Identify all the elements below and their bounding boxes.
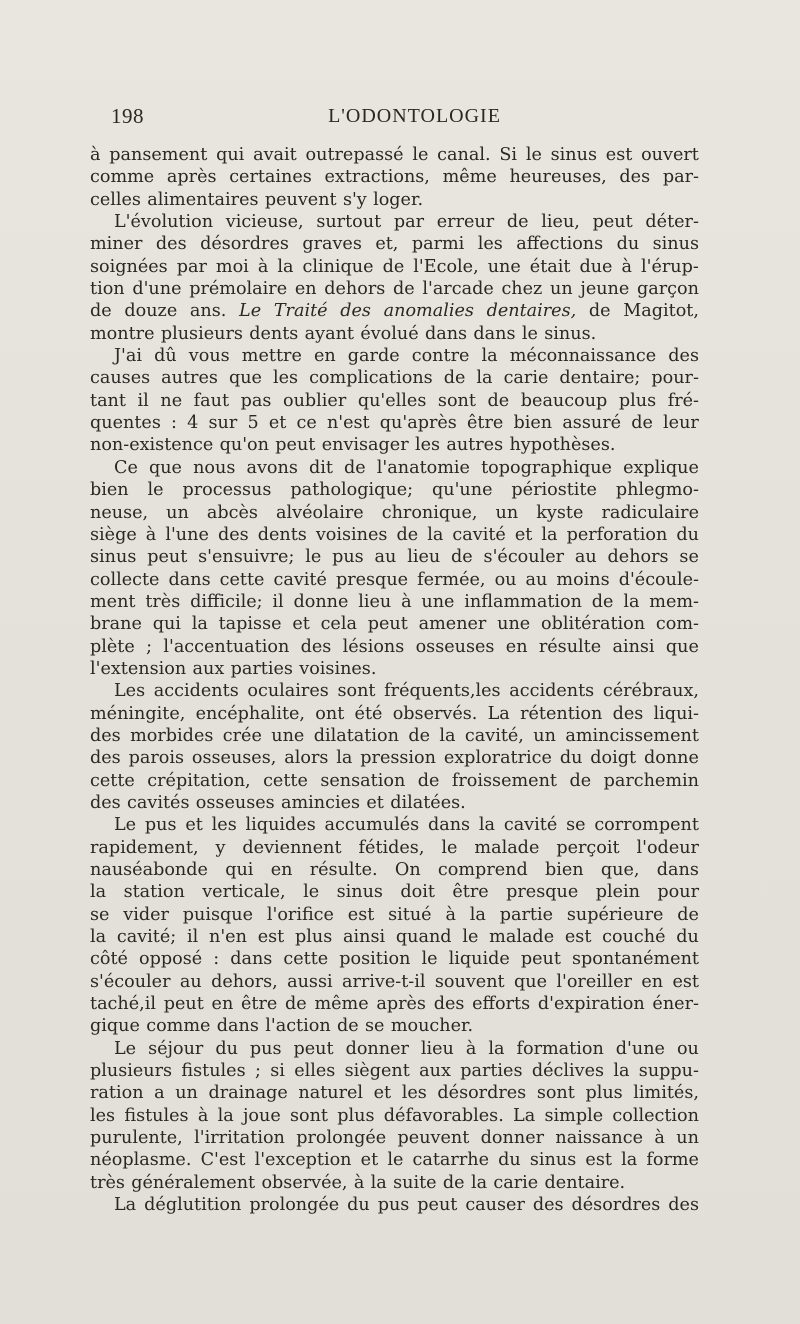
text-line: de douze ans. Le Traité des anomalies dentaires, de Magitot, <box>90 301 699 322</box>
text-line: les fistules à la joue sont plus défavorables. La simple collection <box>90 1105 699 1126</box>
text-line: Les accidents oculaires sont fréquents,les accidents cérébraux, <box>114 681 699 702</box>
text-line: l'extension aux parties voisines. <box>90 658 377 679</box>
text-line: nauséabonde qui en résulte. On comprend bien que, dans <box>90 860 699 880</box>
text-line: J'ai dû vous mettre en garde contre la méconnaissance des <box>114 346 699 367</box>
text-line: côté opposé : dans cette position le liquide peut spontanément <box>90 949 699 970</box>
text-line: neuse, un abcès alvéolaire chronique, un kyste radiculaire <box>90 502 699 523</box>
text-line: L'évolution vicieuse, surtout par erreur de lieu, peut déter- <box>114 212 699 233</box>
text-line: méningite, encéphalite, ont été observés. La rétention des liqui- <box>90 703 699 724</box>
text-line: quentes : 4 sur 5 et ce n'est qu'après être bien assuré de leur <box>90 413 699 434</box>
text-line: plète ; l'accentuation des lésions osseuses en résulte ainsi que <box>90 636 699 657</box>
text-line: Le séjour du pus peut donner lieu à la formation d'une ou <box>114 1038 699 1059</box>
text-line: montre plusieurs dents ayant évolué dans dans le sinus. <box>90 323 597 344</box>
text-line: soignées par moi à la clinique de l'Ecole, une était due à l'érup- <box>90 256 699 277</box>
text-line: tion d'une prémolaire en dehors de l'arcade chez un jeune garçon <box>90 279 699 300</box>
text-line: très généralement observée, à la suite de la carie dentaire. <box>90 1172 626 1193</box>
text-line: rapidement, y deviennent fétides, le malade perçoit l'odeur <box>90 837 699 858</box>
text-line: collecte dans cette cavité presque fermée, ou au moins d'écoule- <box>90 569 699 590</box>
text-line: la station verticale, le sinus doit être presque plein pour <box>90 882 699 903</box>
text-line: sinus peut s'ensuivre; le pus au lieu de s'écouler au dehors se <box>90 547 699 568</box>
text-line: des morbides crée une dilatation de la cavité, un amincissement <box>90 725 699 746</box>
text-line: tant il ne faut pas oublier qu'elles sont de beaucoup plus fré- <box>90 390 699 411</box>
text-line: des parois osseuses, alors la pression exploratrice du doigt donne <box>90 748 699 769</box>
text-line: ment très difficile; il donne lieu à une inflammation de la mem- <box>90 591 699 612</box>
text-line: néoplasme. C'est l'exception et le catarrhe du sinus est la forme <box>90 1150 699 1171</box>
text-line: purulente, l'irritation prolongée peuvent donner naissance à un <box>90 1128 699 1149</box>
text-line: causes autres que les complications de la carie dentaire; pour- <box>90 368 699 389</box>
running-title: L'ODONTOLOGIE <box>328 105 501 127</box>
text-line: taché,il peut en être de même après des efforts d'expiration éner- <box>90 994 699 1015</box>
text-line: comme après certaines extractions, même heureuses, des par- <box>90 167 699 188</box>
text-line: miner des désordres graves et, parmi les affections du sinus <box>90 234 699 255</box>
text-line: cette crépitation, cette sensation de froissement de parchemin <box>90 770 699 791</box>
text-line: celles alimentaires peuvent s'y loger. <box>90 189 424 210</box>
text-line: La déglutition prolongée du pus peut causer des désordres des <box>114 1195 699 1216</box>
text-line: gique comme dans l'action de se moucher. <box>90 1016 474 1037</box>
text-line: brane qui la tapisse et cela peut amener une oblitération com- <box>90 614 699 635</box>
text-line: non-existence qu'on peut envisager les autres hypothèses. <box>90 435 616 456</box>
text-line: siège à l'une des dents voisines de la cavité et la perforation du <box>90 524 699 545</box>
text-line: Le pus et les liquides accumulés dans la cavité se corrompent <box>114 815 699 836</box>
text-line: ration a un drainage naturel et les désordres sont plus limités, <box>90 1083 699 1104</box>
text-line: s'écouler au dehors, aussi arrive-t-il souvent que l'oreiller en est <box>90 971 699 992</box>
text-line: la cavité; il n'en est plus ainsi quand le malade est couché du <box>90 927 699 948</box>
text-line: à pansement qui avait outrepassé le canal. Si le sinus est ouvert <box>90 145 699 165</box>
running-head <box>111 103 698 133</box>
body-text <box>90 144 699 1217</box>
text-line: des cavités osseuses amincies et dilatées. <box>90 792 466 813</box>
text-line: Ce que nous avons dit de l'anatomie topographique explique <box>114 457 699 478</box>
page-number: 198 <box>111 104 144 128</box>
text-line: bien le processus pathologique; qu'une périostite phlegmo- <box>90 480 699 501</box>
text-line: plusieurs fistules ; si elles siègent aux parties déclives la suppu- <box>90 1061 699 1082</box>
text-line: se vider puisque l'orifice est situé à la partie supérieure de <box>90 904 699 925</box>
